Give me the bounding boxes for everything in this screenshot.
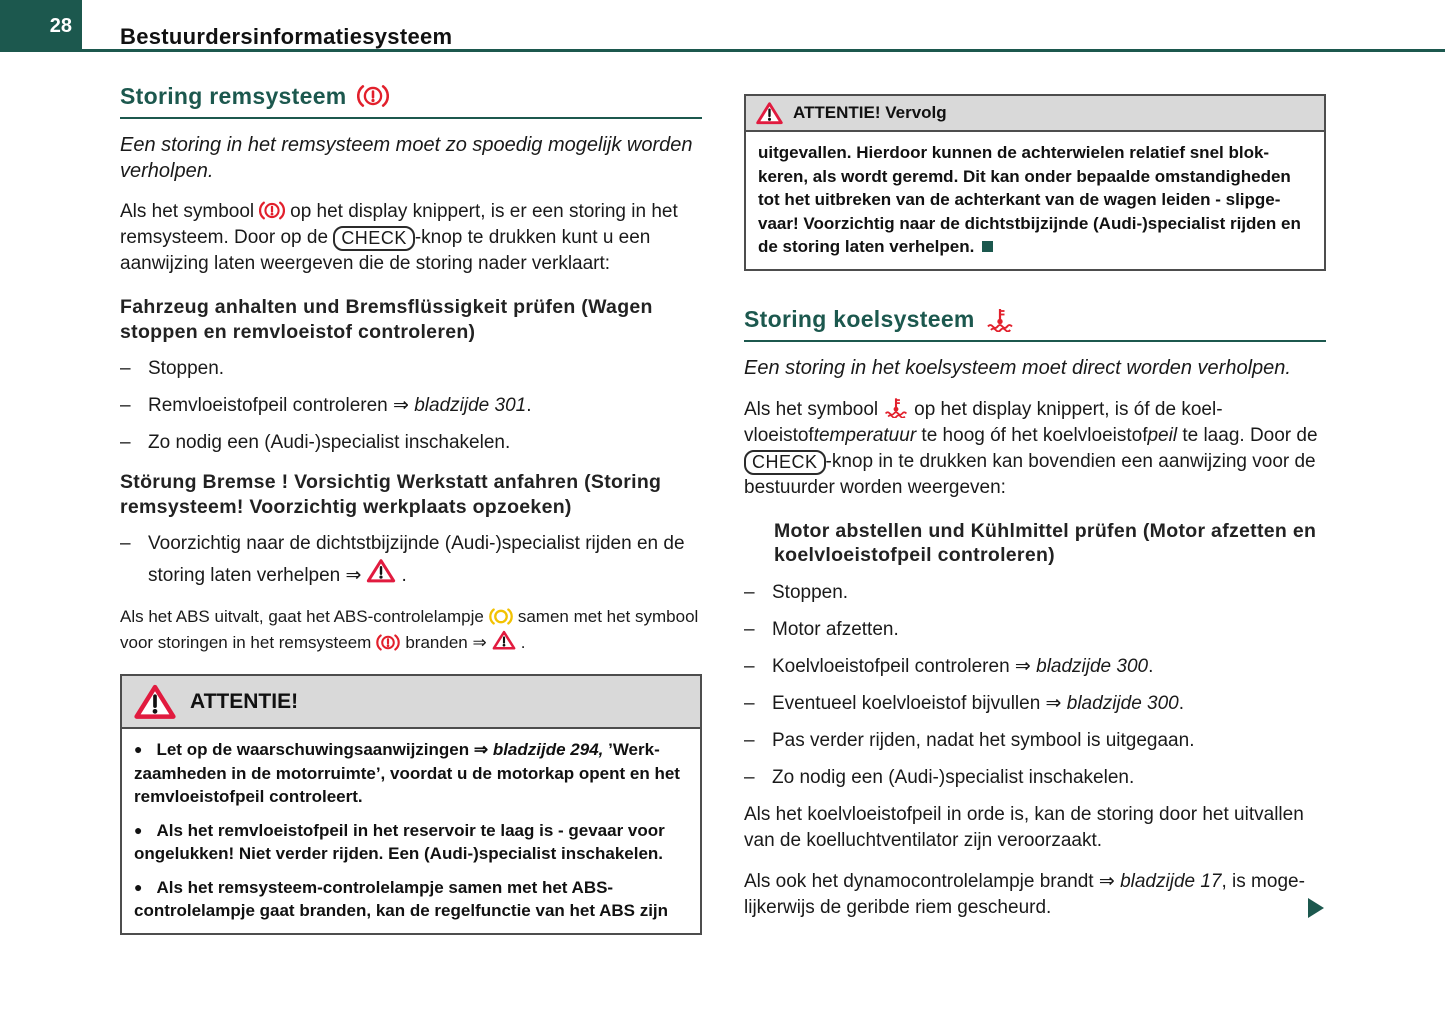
- page-reference: bladzijde 301: [414, 395, 527, 416]
- text-segment: op het display knippert, is er een storing in het remsysteem. Door op de: [120, 201, 678, 248]
- text-segment: branden ⇒: [405, 632, 487, 652]
- instruction-list: [744, 580, 1326, 791]
- list-item-text: [148, 393, 702, 419]
- warning-text: [758, 141, 1312, 259]
- subheading-stoerung-bremse: Störung Bremse ! Vorsichtig Werkstatt anfahren (Storing remsysteem! Voorzichtig werkplaats opzoeken): [120, 471, 662, 518]
- text-segment: .: [526, 395, 532, 416]
- page-reference: bladzijde 294,: [492, 740, 604, 759]
- note-abs: [120, 605, 702, 654]
- list-item-text: [772, 617, 1326, 643]
- section-heading-text: Storing remsysteem: [120, 83, 347, 109]
- dash-marker: –: [120, 358, 131, 379]
- bullet-marker: ●: [134, 741, 143, 757]
- bullet-marker: ●: [134, 878, 143, 895]
- continue-next-page-marker: [1308, 898, 1324, 918]
- coolant-temperature-icon: [985, 306, 1015, 332]
- bullet-marker: ●: [134, 821, 143, 838]
- brake-warning-icon: [357, 84, 389, 108]
- dash-marker: –: [120, 432, 131, 453]
- list-item: [120, 393, 702, 419]
- page-title: Bestuurdersinformatiesysteem: [120, 24, 453, 49]
- warning-item: [134, 876, 688, 923]
- paragraph-koelvloeistofpeil: Als het koelvloeistofpeil in orde is, kan de storing door het uitvallen van de koelluchtventilator zijn veroorzaakt.: [744, 803, 1304, 851]
- list-item: [744, 765, 1326, 791]
- attention-box-body: [122, 729, 700, 933]
- text-segment: Zo nodig een (Audi-)specialist inschakelen.: [148, 432, 511, 453]
- text-segment: Als ook het dynamocontrolelampje brandt ⇒: [744, 870, 1121, 892]
- text-segment: .: [520, 632, 526, 652]
- left-column: [120, 82, 702, 935]
- text-segment: .: [401, 565, 407, 586]
- warning-item: [134, 819, 688, 866]
- warning-triangle-icon: [134, 683, 176, 720]
- text-segment: Remvloeistofpeil controleren ⇒: [148, 395, 415, 416]
- text-segment: .: [1178, 692, 1185, 714]
- text-segment: Stoppen.: [148, 358, 225, 379]
- page-number-block: [0, 0, 82, 52]
- warning-triangle-icon: [366, 557, 396, 584]
- dash-marker: –: [120, 395, 131, 416]
- text-segment: Als het remvloeistofpeil in het reservoir te laag is - gevaar voor ongelukken! Niet verder rijden. Een (Audi-)specialist inschakelen.: [134, 820, 665, 863]
- lead-paragraph: Een storing in het remsysteem moet zo spoedig mogelijk worden verholpen.: [120, 134, 693, 182]
- warning-triangle-icon: [756, 101, 783, 125]
- list-item-text: [148, 430, 702, 456]
- list-item-text: [772, 691, 1326, 717]
- list-item-text: [772, 728, 1326, 754]
- text-segment: te hoog óf het koelvloeistof: [916, 424, 1148, 446]
- text-segment: Zo nodig een (Audi-)specialist inschakelen.: [772, 766, 1135, 788]
- brake-warning-icon: [259, 201, 285, 220]
- subheading-fahrzeug-anhalten: Fahrzeug anhalten und Bremsflüssigkeit prüfen (Wagen stoppen en remvloeistof controleren): [120, 296, 653, 343]
- dash-marker: –: [744, 618, 755, 640]
- text-segment: .: [1148, 655, 1154, 677]
- list-item-text: [772, 654, 1326, 680]
- text-segment: Als het symbool: [120, 201, 255, 222]
- text-segment: Als het remsysteem-controlelampje samen met het ABS-controlelampje gaat branden, kan de regelfunctie van het ABS zijn: [134, 877, 669, 920]
- paragraph-dynamo: [744, 869, 1326, 921]
- coolant-temperature-icon: [883, 396, 909, 418]
- instruction-list: [120, 531, 702, 589]
- dash-marker: –: [744, 581, 755, 603]
- check-button: CHECK: [744, 450, 826, 475]
- dash-marker: –: [744, 729, 755, 751]
- text-segment: samen met het symbool voor storingen in het remsysteem: [120, 607, 699, 652]
- attention-box-header: [122, 676, 700, 729]
- text-segment: te laag. Door de: [1177, 424, 1318, 446]
- dash-marker: –: [744, 692, 755, 714]
- emphasized-word: peil: [1147, 424, 1178, 446]
- text-segment: , is moge-lijkerwijs de geribde riem gescheurd.: [744, 870, 1305, 918]
- section-heading-remsysteem: [120, 82, 702, 119]
- right-column: [744, 94, 1326, 921]
- emphasized-word: temperatuur: [813, 424, 917, 446]
- text-segment: Als het symbool: [744, 398, 879, 420]
- page-reference: bladzijde 300: [1066, 692, 1179, 714]
- list-item-text: [772, 765, 1326, 791]
- paragraph-coolant-symbol: [744, 396, 1326, 501]
- attention-continuation-box: [744, 94, 1326, 271]
- page-reference: bladzijde 300: [1036, 655, 1149, 677]
- text-segment: uitgevallen. Hierdoor kunnen de achterwielen relatief snel blok-keren, als wordt geremd. Dit kan onder bepaalde omstandigheden tot het uitbreken van de achterkant van de wagen leiden - slipge-vaar! Voorzichtig naar de dichtstbijzijnde (Audi-)specialist rijden en de storing laten verhelpen.: [758, 143, 1301, 256]
- dash-marker: –: [744, 766, 755, 788]
- dash-marker: –: [120, 533, 131, 554]
- page-number: 28: [49, 14, 72, 37]
- instruction-list: [120, 356, 702, 456]
- attention-title: ATTENTIE! Vervolg: [793, 103, 947, 122]
- text-segment: Stoppen.: [772, 581, 849, 603]
- attention-box-header: [746, 96, 1324, 132]
- attention-title: ATTENTIE!: [190, 689, 299, 713]
- section-heading-koelsysteem: [744, 305, 1326, 342]
- abs-warning-icon: [489, 608, 513, 625]
- text-segment: ’Werk-zaamheden in de motorruimte’, voordat u de motorkap opent en het remvloeistofpeil controleert.: [134, 740, 680, 806]
- section-heading-text: Storing koelsysteem: [744, 305, 975, 332]
- list-item: [120, 356, 702, 382]
- text-segment: Koelvloeistofpeil controleren ⇒: [772, 655, 1037, 677]
- list-item: [744, 654, 1326, 680]
- end-of-section-square: [982, 241, 993, 252]
- text-segment: Pas verder rijden, nadat het symbool is uitgegaan.: [772, 729, 1195, 751]
- text-segment: Eventueel koelvloeistof bijvullen ⇒: [772, 692, 1067, 714]
- list-item: [120, 430, 702, 456]
- list-item-text: [148, 356, 702, 382]
- page-reference: bladzijde 17: [1120, 870, 1222, 892]
- text-segment: -knop in te drukken kan bovendien een aanwijzing voor de bestuurder worden weergeven:: [744, 450, 1316, 498]
- text-segment: -knop te drukken kunt u een aanwijzing laten weergeven die de storing nader verklaart:: [120, 227, 651, 274]
- attention-box: [120, 674, 702, 935]
- list-item: [744, 617, 1326, 643]
- list-item: [744, 580, 1326, 606]
- attention-box-body: [746, 132, 1324, 269]
- check-button: CHECK: [333, 226, 415, 251]
- text-segment: Voorzichtig naar de dichtstbijzijnde (Audi-)specialist rijden en de storing laten verhelpen ⇒: [148, 533, 685, 586]
- subheading-motor-abstellen: Motor abstellen und Kühlmittel prüfen (Motor afzetten en koelvloeistofpeil controleren): [774, 519, 1317, 566]
- text-segment: Motor afzetten.: [772, 618, 899, 640]
- list-item: [120, 531, 702, 589]
- brake-warning-icon: [376, 634, 400, 651]
- lead-paragraph: Een storing in het koelsysteem moet direct worden verholpen.: [744, 356, 1291, 379]
- paragraph-brake-symbol: [120, 199, 702, 277]
- text-segment: Als het ABS uitvalt, gaat het ABS-controlelampje: [120, 607, 484, 626]
- text-segment: Let op de waarschuwingsaanwijzingen ⇒: [156, 740, 493, 759]
- list-item: [744, 728, 1326, 754]
- text-segment: op het display knippert, is óf de koel-vloeistof: [744, 398, 1223, 446]
- list-item-text: [148, 531, 702, 589]
- list-item: [744, 691, 1326, 717]
- dash-marker: –: [744, 655, 755, 677]
- warning-triangle-icon: [492, 629, 516, 651]
- list-item-text: [772, 580, 1326, 606]
- warning-item: [134, 738, 688, 809]
